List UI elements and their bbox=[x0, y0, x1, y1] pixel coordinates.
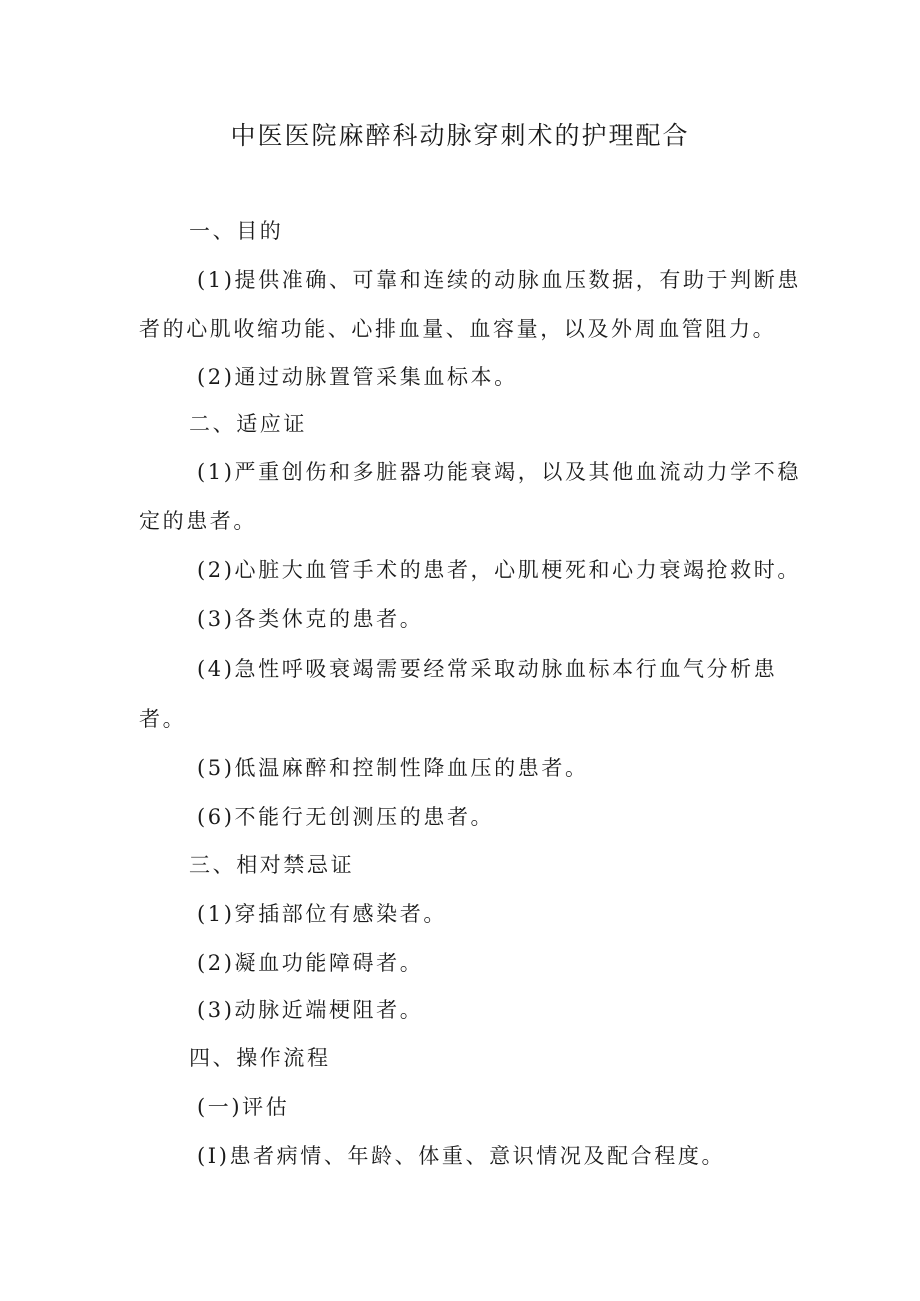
paragraph-line: (1)提供准确、可靠和连续的动脉血压数据，有助于判断患 bbox=[197, 268, 801, 292]
paragraph-line: (2)凝血功能障碍者。 bbox=[197, 951, 424, 975]
section-heading-contraindications: 三、相对禁忌证 bbox=[189, 853, 355, 877]
subsection-heading-assessment: (一)评估 bbox=[197, 1095, 290, 1119]
paragraph-line: (6)不能行无创测压的患者。 bbox=[197, 805, 495, 829]
paragraph-line: (1)穿插部位有感染者。 bbox=[197, 902, 447, 926]
paragraph-line: (2)通过动脉置管采集血标本。 bbox=[197, 365, 518, 389]
section-heading-procedure: 四、操作流程 bbox=[189, 1046, 331, 1070]
paragraph-line: 定的患者。 bbox=[139, 509, 257, 533]
section-heading-indications: 二、适应证 bbox=[189, 412, 307, 436]
paragraph-line: (5)低温麻醉和控制性降血压的患者。 bbox=[197, 756, 589, 780]
paragraph-line: (1)严重创伤和多脏器功能衰竭，以及其他血流动力学不稳 bbox=[197, 460, 801, 484]
section-heading-purpose: 一、目的 bbox=[189, 219, 284, 243]
paragraph-line: (3)各类休克的患者。 bbox=[197, 607, 424, 631]
paragraph-line: 者的心肌收缩功能、心排血量、血容量，以及外周血管阻力。 bbox=[139, 317, 777, 341]
paragraph-line: 者。 bbox=[139, 707, 187, 731]
paragraph-line: (2)心脏大血管手术的患者，心肌梗死和心力衰竭抢救时。 bbox=[197, 558, 801, 582]
paragraph-line: (4)急性呼吸衰竭需要经常采取动脉血标本行血气分析患 bbox=[197, 657, 778, 681]
paragraph-line: (3)动脉近端梗阻者。 bbox=[197, 998, 424, 1022]
paragraph-line: (I)患者病情、年龄、体重、意识情况及配合程度。 bbox=[197, 1144, 726, 1168]
document-title: 中医医院麻醉科动脉穿刺术的护理配合 bbox=[230, 121, 690, 150]
